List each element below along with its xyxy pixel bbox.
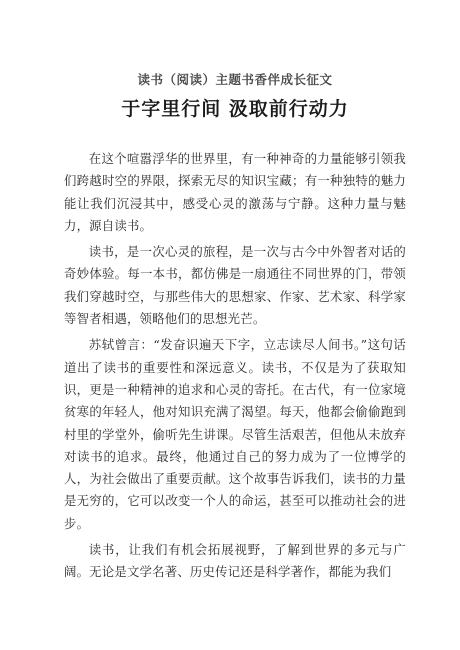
- paragraph-3: 苏轼曾言：“发奋识遍天下字，立志读尽人间书。”这句话道出了读书的重要性和深远意义。读书，不仅是为了获取知识，更是一种精神的追求和心灵的寄托。在古代，有一位家境贫寒的年轻人，他对知识充满了渴望。每天，他都会偷偷跑到村里的学堂外，偷听先生讲课。尽管生活艰苦，但他从未放弃对读书的追求。最终，他通过自己的努力成为了一位博学的人，为社会做出了重要贡献。这个故事告诉我们，读书的力量是无穷的，它可以改变一个人的命运，甚至可以推动社会的进步。: [64, 337, 406, 531]
- paragraph-2: 读书，是一次心灵的旅程，是一次与古今中外智者对话的奇妙体验。每一本书，都仿佛是一扇通往不同世界的门，带领我们穿越时空，与那些伟大的思想家、作家、艺术家、科学家等智者相遇，领略他们的思想光芒。: [64, 244, 406, 327]
- document-subtitle: 读书（阅读）主题书香伴成长征文: [137, 72, 333, 87]
- document-title: 于字里行间 汲取前行动力: [121, 98, 349, 120]
- document-body: [64, 148, 406, 584]
- paragraph-1: 在这个喧嚣浮华的世界里，有一种神奇的力量能够引领我们跨越时空的界限，探索无尽的知识宝藏；有一种独特的魅力能让我们沉浸其中，感受心灵的激荡与宁静。这种力量与魅力，源自读书。: [64, 151, 406, 233]
- paragraph-4: 读书，让我们有机会拓展视野，了解到世界的多元与广阔。无论是文学名著、历史传记还是科学著作，都能为我们: [64, 542, 406, 580]
